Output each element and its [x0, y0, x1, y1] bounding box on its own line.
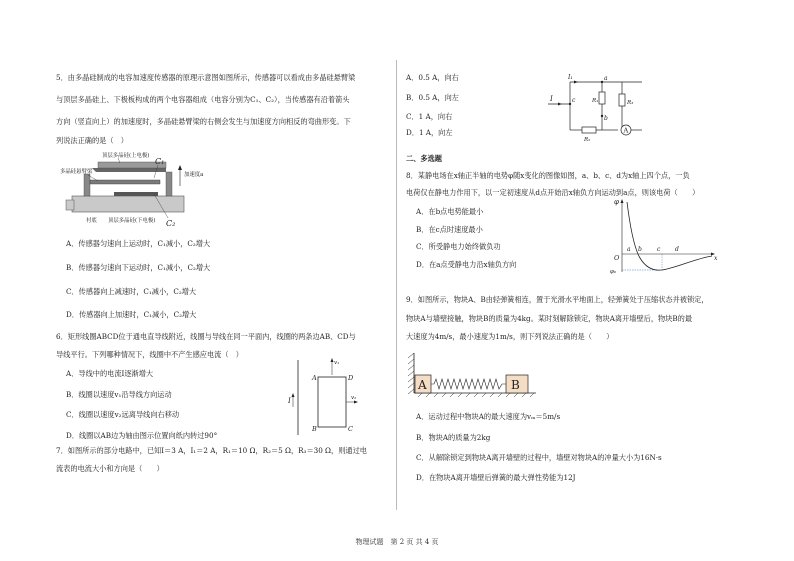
q5-label-bottom-left: 衬底	[86, 218, 97, 224]
q8-option-c: C．所受静电力始终做负功	[416, 242, 501, 251]
q9-option-b: B．物块A的质量为2kg	[416, 433, 491, 442]
q6-option-d: D．线圈以AB边为轴由图示位置向纸内转过90°	[66, 431, 218, 440]
q7-label-r1: R₁	[592, 98, 599, 104]
q6-label-i: I	[288, 397, 291, 405]
q6-option-b: B．线圈以速度v₁沿导线方向运动	[66, 390, 172, 399]
q6-label-c: C	[348, 425, 353, 433]
q6-label-b: B	[312, 425, 317, 433]
q9-line-1: 9．如图所示，物块A、B由轻弹簧相连，置于光滑水平地面上，轻弹簧处于压缩状态并被锁定，	[406, 295, 709, 304]
q6-label-a: A	[312, 374, 317, 382]
q6-label-d: D	[348, 374, 354, 382]
q7-label-i: I	[550, 95, 553, 103]
q6-option-c: C．线圈以速度v₂远离导线向右移动	[66, 410, 180, 419]
q5-label-c1: C₁	[155, 157, 165, 166]
q6-line-1: 6．矩形线圈ABCD位于通电直导线附近，线圈与导线在同一平面内，线圈的两条边AB、CD与	[56, 332, 356, 341]
q7-option-c: C．1 A，向右	[406, 112, 453, 121]
q8-option-d: D．在a点受静电力沿x轴负方向	[416, 260, 517, 269]
q5-option-d: D．传感器向上加速时，C₁减小，C₂增大	[66, 310, 197, 319]
q5-capacitor-figure	[58, 148, 218, 230]
q9-line-3: 大速度为4m/s，最小速度为1m/s，则下列说法正确的是（ ）	[406, 332, 614, 341]
q9-line-2: 物块A与墙壁接触，物块B的质量为4kg。某时刻解除锁定，物块A离开墙壁后，物块B的最	[406, 314, 693, 323]
q5-option-a: A．传感器匀速向上运动时，C₁减小，C₂增大	[66, 239, 211, 248]
q7-option-b: B．0.5 A，向左	[406, 93, 459, 102]
q7-option-a: A．0.5 A，向右	[406, 73, 459, 82]
q9-label-a: A	[418, 378, 427, 392]
q8-label-x: x	[714, 255, 718, 262]
q5-option-c: C．传感器向上减速时，C₁减小，C₂增大	[66, 287, 197, 296]
q8-line-2: 电荷仅在静电力作用下，以一定初速度从d点开始沿x轴负方向运动到a点，则该电荷（ ）	[406, 188, 700, 197]
q7-label-b: b	[604, 115, 608, 122]
q8-line-1: 8．某静电场在x轴正半轴的电势φ随x变化的图像如图，a、b、c、d为x轴上四个点，一负	[406, 171, 690, 180]
q6-line-2: 导线平行。下列哪种情况下，线圈中不产生感应电流（ ）	[56, 350, 243, 359]
q9-option-c: C．从解除锁定到物块A离开墙壁的过程中，墙壁对物块A的冲量大小为16N·s	[416, 453, 662, 462]
q7-label-r2: R₂	[584, 137, 591, 143]
q9-option-d: D．在物块A离开墙壁后弹簧的最大弹性势能为12J	[416, 473, 576, 482]
q5-label-c2: C₂	[166, 219, 176, 228]
q8-label-b: b	[638, 246, 642, 253]
q7-line-1: 7．如图所示的部分电路中，已知I＝3 A，I₁＝2 A，R₁＝10 Ω，R₂＝5 Ω，R₃＝30 Ω，则通过电	[56, 446, 367, 455]
q8-option-b: B．在c点时速度最小	[416, 225, 483, 234]
q7-label-a: a	[604, 75, 608, 82]
page-footer: 物理试题 第 2 页 共 4 页	[355, 538, 439, 546]
q9-label-b: B	[511, 378, 520, 392]
q7-circuit-figure	[546, 72, 646, 144]
q9-option-a: A．运动过程中物块A的最大速度为vₘ＝5m/s	[416, 412, 561, 421]
q7-option-d: D．1 A，向左	[406, 128, 453, 137]
q8-label-phi: φ	[614, 198, 619, 206]
q8-option-a: A．在b点电势能最小	[416, 207, 484, 216]
q5-option-b: B．传感器匀速向下运动时，C₁减小，C₂增大	[66, 263, 211, 272]
q5-label-left: 多晶硅悬臂梁	[60, 169, 93, 175]
q5-line-1: 5．由多晶硅制成的电容加速度传感器的原理示意图如图所示，传感器可以看成由多晶硅悬臂梁	[56, 73, 356, 82]
q6-option-a: A．导线中的电流I逐渐增大	[66, 369, 154, 378]
q8-potential-graph	[610, 196, 720, 276]
q6-coil-figure	[288, 355, 358, 437]
q7-label-ammeter: A	[623, 126, 629, 135]
q7-label-c: c	[572, 97, 576, 104]
q8-label-origin: O	[614, 254, 620, 262]
q7-line-2: 流表的电流大小和方向是（ ）	[56, 464, 164, 473]
q6-label-v2: v₂	[351, 395, 357, 401]
q5-line-4: 列说法正确的是（ ）	[56, 136, 128, 145]
q8-label-phi0: φ₀	[610, 269, 617, 275]
section-title-multi: 二、多选题	[406, 154, 442, 163]
q5-line-2: 与顶层多晶硅上、下极板构成的两个电容器组成（电容分别为C₁、C₂），当传感器有沿着箭头	[56, 95, 350, 104]
q6-label-v1: v₁	[334, 360, 340, 366]
q7-label-i1: I₁	[568, 74, 573, 81]
q7-label-r3: R₃	[627, 100, 634, 106]
q5-line-3: 方向（竖直向上）的加速度时，多晶硅悬臂梁的右侧会发生与加速度方向相反的弯曲形变。下	[56, 117, 351, 126]
column-divider	[396, 60, 397, 510]
q5-label-accel: 加速度a	[184, 172, 204, 178]
q5-label-bottom-right: 顶层多晶硅(下电极)	[108, 218, 156, 224]
q8-label-c: c	[657, 246, 661, 253]
q5-label-top: 顶层多晶硅(上电极)	[102, 153, 150, 159]
q9-spring-figure	[406, 349, 556, 401]
q8-label-a: a	[627, 246, 631, 253]
q8-label-d: d	[675, 246, 679, 253]
